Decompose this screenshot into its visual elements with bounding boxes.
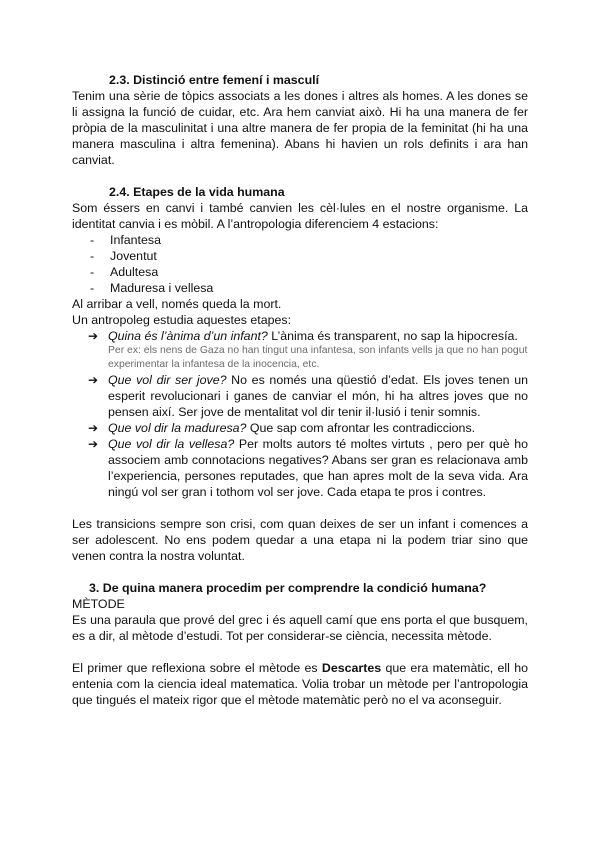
heading-3: 3. De quina manera procedim per comprendre la condició humana?	[89, 581, 487, 595]
list-item: - Maduresa i vellesa	[90, 281, 214, 295]
paragraph-2-3: Tenim una sèrie de tòpics associats a les dones i altres als homes. A les dones se li assigna la funció de cuidar, etc. Ara hem canviat això. Hi ha una manera de fer pròpia de la masculinitat i una altre manera de fer propia de la feminitat (hi ha una manera masculina i altra femenina). Abans hi havien un rols definits i ara han canviat.	[72, 89, 528, 167]
stages-list	[90, 232, 213, 296]
heading-2-4: 2.4. Etapes de la vida humana	[109, 185, 285, 199]
paragraph-metode: Es una paraula que prové del grec i és aquell camí que ens porta el que busquem, es a dir, al mètode d’estudi. Tot per considerar-se ciència, necessita mètode.	[72, 613, 528, 643]
arrow-icon: ➔	[88, 421, 99, 435]
arrow-icon: ➔	[88, 437, 99, 451]
paragraph-2-4: Som éssers en canvi i també canvien les cèl·lules en el nostre organisme. La identitat canvia i es mòbil. A l’antropologia diferenciem 4 estacions:	[72, 201, 528, 231]
question-infant: ➔ Quina és l’ànima d’un infant? L’ànima és transparent, no sap la hipocresía.	[88, 329, 518, 343]
list-item: - Adultesa	[90, 265, 159, 279]
subheading-metode: MÈTODE	[72, 597, 125, 611]
arrow-icon: ➔	[88, 373, 99, 387]
list-item: - Infantesa	[90, 233, 161, 247]
heading-2-3: 2.3. Distinció entre femení i masculí	[109, 73, 320, 87]
arrow-icon: ➔	[88, 329, 99, 343]
question-vellesa: ➔ Que vol dir la vellesa? Per molts autors té moltes virtuts , pero per què ho associem amb connotacions negatives? Abans ser gran es relacionava amb l’experiencia, persones reputades, que han apres molt de la seva vida. Ara ningú vol ser gran i tothom vol ser jove. Cada etapa te pros i contres.	[88, 437, 529, 499]
line-antropoleg: Un antropoleg estudia aquestes etapes:	[72, 313, 292, 327]
note-gaza: Per ex: els nens de Gaza no han tingut una infantesa, son infants vells ja que no han pogut experimentar la infantesa de la inocencia, etc.	[108, 345, 528, 370]
line-mort: Al arribar a vell, només queda la mort.	[72, 297, 282, 311]
paragraph-descartes: El primer que reflexiona sobre el mètode es Descartes que era matemàtic, ell ho entenia com la ciencia ideal matematica. Volia trobar un mètode per l’antropologia que tingués el mateix rigor que el mètode matemàtic però no el va aconseguir.	[72, 661, 528, 707]
question-jove: ➔ Que vol dir ser jove? No es només una qüestió d’edat. Els joves tenen un esperit revolucionari i ganes de canviar el món, hi ha altres joves que no pensen així. Ser jove de mentalitat vol dir tenir il·lusió i tenir somnis.	[88, 373, 528, 419]
question-maduresa: ➔ Que vol dir la maduresa? Que sap com afrontar les contradiccions.	[88, 421, 476, 435]
questions-list	[88, 328, 528, 500]
paragraph-transicions: Les transicions sempre son crisi, com quan deixes de ser un infant i comences a ser adolescent. No ens podem quedar a una etapa ni la podem triar sino que venen contra la nostra voluntat.	[72, 517, 528, 563]
list-item: - Joventut	[90, 249, 157, 263]
